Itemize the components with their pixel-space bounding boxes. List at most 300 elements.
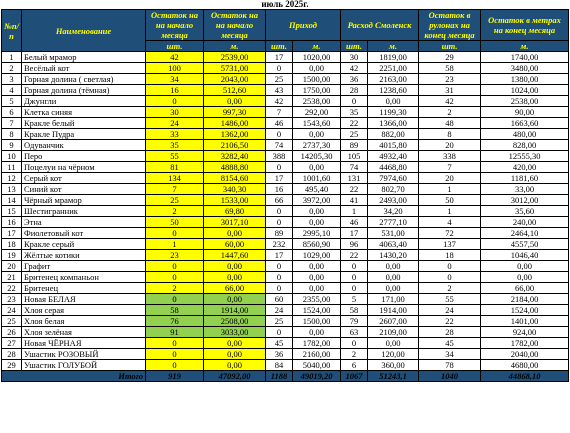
expense-units-cell[interactable]: 0 bbox=[341, 272, 368, 283]
income-meters-cell[interactable]: 1500,00 bbox=[293, 74, 341, 85]
income-meters-cell[interactable]: 1029,00 bbox=[293, 250, 341, 261]
start-meters-cell[interactable]: 340,30 bbox=[204, 184, 266, 195]
income-meters-cell[interactable]: 0,00 bbox=[293, 129, 341, 140]
expense-units-cell[interactable]: 96 bbox=[341, 239, 368, 250]
product-name-cell[interactable]: Серый кот bbox=[22, 173, 146, 184]
end-rolls-cell[interactable]: 58 bbox=[419, 63, 481, 74]
income-units-cell[interactable]: 232 bbox=[266, 239, 293, 250]
totals-cell[interactable]: 1067 bbox=[341, 371, 368, 382]
income-units-cell[interactable]: 0 bbox=[266, 206, 293, 217]
start-meters-cell[interactable]: 0,00 bbox=[204, 349, 266, 360]
income-meters-cell[interactable]: 1001,60 bbox=[293, 173, 341, 184]
subheader-cell[interactable]: шт. bbox=[146, 41, 204, 52]
product-name-cell[interactable]: Поцелуи на чёрном bbox=[22, 162, 146, 173]
expense-units-cell[interactable]: 1 bbox=[341, 206, 368, 217]
start-meters-cell[interactable]: 0,00 bbox=[204, 360, 266, 371]
expense-meters-cell[interactable]: 1430,20 bbox=[368, 250, 419, 261]
end-meters-cell[interactable]: 90,00 bbox=[481, 107, 569, 118]
header-expense[interactable]: Расход Смоленск bbox=[341, 10, 419, 41]
income-meters-cell[interactable]: 495,40 bbox=[293, 184, 341, 195]
end-rolls-cell[interactable]: 1 bbox=[419, 184, 481, 195]
start-units-cell[interactable]: 1 bbox=[146, 239, 204, 250]
end-rolls-cell[interactable]: 22 bbox=[419, 316, 481, 327]
product-name-cell[interactable]: Джунгли bbox=[22, 96, 146, 107]
income-units-cell[interactable]: 45 bbox=[266, 338, 293, 349]
start-units-cell[interactable]: 0 bbox=[146, 338, 204, 349]
product-name-cell[interactable]: Горная долина ( светлая) bbox=[22, 74, 146, 85]
income-meters-cell[interactable]: 1524,00 bbox=[293, 305, 341, 316]
product-name-cell[interactable]: Хлоя серая bbox=[22, 305, 146, 316]
income-meters-cell[interactable]: 2355,00 bbox=[293, 294, 341, 305]
expense-units-cell[interactable]: 2 bbox=[341, 349, 368, 360]
start-meters-cell[interactable]: 0,00 bbox=[204, 96, 266, 107]
expense-meters-cell[interactable]: 171,00 bbox=[368, 294, 419, 305]
expense-units-cell[interactable]: 0 bbox=[341, 283, 368, 294]
end-rolls-cell[interactable]: 20 bbox=[419, 173, 481, 184]
expense-units-cell[interactable]: 35 bbox=[341, 107, 368, 118]
income-meters-cell[interactable]: 0,00 bbox=[293, 272, 341, 283]
income-units-cell[interactable]: 25 bbox=[266, 74, 293, 85]
start-meters-cell[interactable]: 60,00 bbox=[204, 239, 266, 250]
income-units-cell[interactable]: 25 bbox=[266, 316, 293, 327]
end-rolls-cell[interactable]: 78 bbox=[419, 360, 481, 371]
row-number-cell[interactable]: 13 bbox=[2, 184, 22, 195]
start-meters-cell[interactable]: 1486,00 bbox=[204, 118, 266, 129]
product-name-cell[interactable]: Весёлый кот bbox=[22, 63, 146, 74]
income-units-cell[interactable]: 0 bbox=[266, 217, 293, 228]
row-number-cell[interactable]: 26 bbox=[2, 327, 22, 338]
end-rolls-cell[interactable]: 7 bbox=[419, 162, 481, 173]
income-meters-cell[interactable]: 292,00 bbox=[293, 107, 341, 118]
start-units-cell[interactable]: 134 bbox=[146, 173, 204, 184]
end-rolls-cell[interactable]: 50 bbox=[419, 195, 481, 206]
row-number-cell[interactable]: 9 bbox=[2, 140, 22, 151]
start-meters-cell[interactable]: 2539,00 bbox=[204, 52, 266, 63]
income-meters-cell[interactable]: 1750,00 bbox=[293, 85, 341, 96]
end-meters-cell[interactable]: 1181,60 bbox=[481, 173, 569, 184]
product-name-cell[interactable]: Кракле белый bbox=[22, 118, 146, 129]
income-meters-cell[interactable]: 0,00 bbox=[293, 217, 341, 228]
start-meters-cell[interactable]: 1447,60 bbox=[204, 250, 266, 261]
product-name-cell[interactable]: Чёрный мрамор bbox=[22, 195, 146, 206]
end-rolls-cell[interactable]: 18 bbox=[419, 250, 481, 261]
expense-meters-cell[interactable]: 2493,00 bbox=[368, 195, 419, 206]
row-number-cell[interactable]: 18 bbox=[2, 239, 22, 250]
income-units-cell[interactable]: 0 bbox=[266, 327, 293, 338]
income-meters-cell[interactable]: 1020,00 bbox=[293, 52, 341, 63]
expense-units-cell[interactable]: 30 bbox=[341, 52, 368, 63]
product-name-cell[interactable]: Новая БЕЛАЯ bbox=[22, 294, 146, 305]
start-units-cell[interactable]: 0 bbox=[146, 294, 204, 305]
expense-units-cell[interactable]: 0 bbox=[341, 96, 368, 107]
row-number-cell[interactable]: 5 bbox=[2, 96, 22, 107]
end-meters-cell[interactable]: 828,00 bbox=[481, 140, 569, 151]
expense-units-cell[interactable]: 6 bbox=[341, 360, 368, 371]
row-number-cell[interactable]: 4 bbox=[2, 85, 22, 96]
start-meters-cell[interactable]: 512,60 bbox=[204, 85, 266, 96]
header-income[interactable]: Приход bbox=[266, 10, 341, 41]
income-meters-cell[interactable]: 5040,00 bbox=[293, 360, 341, 371]
income-units-cell[interactable]: 388 bbox=[266, 151, 293, 162]
product-name-cell[interactable]: Хлоя зелёная bbox=[22, 327, 146, 338]
start-meters-cell[interactable]: 2508,00 bbox=[204, 316, 266, 327]
start-units-cell[interactable]: 0 bbox=[146, 360, 204, 371]
end-meters-cell[interactable]: 3012,00 bbox=[481, 195, 569, 206]
end-rolls-cell[interactable]: 24 bbox=[419, 305, 481, 316]
totals-cell[interactable]: 51243,1 bbox=[368, 371, 419, 382]
row-number-cell[interactable]: 23 bbox=[2, 294, 22, 305]
subheader-cell[interactable]: шт. bbox=[266, 41, 293, 52]
row-number-cell[interactable]: 12 bbox=[2, 173, 22, 184]
income-units-cell[interactable]: 0 bbox=[266, 63, 293, 74]
start-units-cell[interactable]: 0 bbox=[146, 96, 204, 107]
totals-label[interactable]: Итого bbox=[2, 371, 146, 382]
start-units-cell[interactable]: 35 bbox=[146, 140, 204, 151]
expense-units-cell[interactable]: 0 bbox=[341, 261, 368, 272]
income-meters-cell[interactable]: 2538,00 bbox=[293, 96, 341, 107]
start-units-cell[interactable]: 58 bbox=[146, 305, 204, 316]
expense-meters-cell[interactable]: 120,00 bbox=[368, 349, 419, 360]
expense-meters-cell[interactable]: 1914,00 bbox=[368, 305, 419, 316]
start-units-cell[interactable]: 50 bbox=[146, 217, 204, 228]
income-units-cell[interactable]: 17 bbox=[266, 52, 293, 63]
end-meters-cell[interactable]: 12555,30 bbox=[481, 151, 569, 162]
row-number-cell[interactable]: 15 bbox=[2, 206, 22, 217]
totals-cell[interactable]: 1040 bbox=[419, 371, 481, 382]
expense-units-cell[interactable]: 63 bbox=[341, 327, 368, 338]
row-number-cell[interactable]: 24 bbox=[2, 305, 22, 316]
start-meters-cell[interactable]: 0,00 bbox=[204, 294, 266, 305]
expense-meters-cell[interactable]: 2607,00 bbox=[368, 316, 419, 327]
product-name-cell[interactable]: Фиолетовый кот bbox=[22, 228, 146, 239]
start-meters-cell[interactable]: 0,00 bbox=[204, 261, 266, 272]
start-meters-cell[interactable]: 5731,00 bbox=[204, 63, 266, 74]
income-meters-cell[interactable]: 3972,00 bbox=[293, 195, 341, 206]
income-units-cell[interactable]: 17 bbox=[266, 173, 293, 184]
end-meters-cell[interactable]: 35,60 bbox=[481, 206, 569, 217]
expense-meters-cell[interactable]: 0,00 bbox=[368, 261, 419, 272]
product-name-cell[interactable]: Клетка синяя bbox=[22, 107, 146, 118]
expense-units-cell[interactable]: 22 bbox=[341, 184, 368, 195]
income-meters-cell[interactable]: 2160,00 bbox=[293, 349, 341, 360]
start-meters-cell[interactable]: 69,80 bbox=[204, 206, 266, 217]
income-units-cell[interactable]: 24 bbox=[266, 305, 293, 316]
product-name-cell[interactable]: Новая ЧЁРНАЯ bbox=[22, 338, 146, 349]
expense-meters-cell[interactable]: 360,00 bbox=[368, 360, 419, 371]
start-units-cell[interactable]: 91 bbox=[146, 327, 204, 338]
start-units-cell[interactable]: 7 bbox=[146, 184, 204, 195]
end-meters-cell[interactable]: 3480,00 bbox=[481, 63, 569, 74]
expense-units-cell[interactable]: 74 bbox=[341, 162, 368, 173]
income-units-cell[interactable]: 0 bbox=[266, 129, 293, 140]
product-name-cell[interactable]: Одуванчик bbox=[22, 140, 146, 151]
header-name[interactable]: Наименование bbox=[22, 10, 146, 52]
start-units-cell[interactable]: 0 bbox=[146, 228, 204, 239]
income-units-cell[interactable]: 66 bbox=[266, 195, 293, 206]
expense-units-cell[interactable]: 36 bbox=[341, 74, 368, 85]
start-meters-cell[interactable]: 0,00 bbox=[204, 272, 266, 283]
product-name-cell[interactable]: Кракле Пудра bbox=[22, 129, 146, 140]
end-meters-cell[interactable]: 4680,00 bbox=[481, 360, 569, 371]
end-meters-cell[interactable]: 240,00 bbox=[481, 217, 569, 228]
end-rolls-cell[interactable]: 34 bbox=[419, 349, 481, 360]
end-rolls-cell[interactable]: 28 bbox=[419, 327, 481, 338]
income-units-cell[interactable]: 16 bbox=[266, 184, 293, 195]
row-number-cell[interactable]: 25 bbox=[2, 316, 22, 327]
start-meters-cell[interactable]: 66,00 bbox=[204, 283, 266, 294]
expense-units-cell[interactable]: 105 bbox=[341, 151, 368, 162]
product-name-cell[interactable]: Перо bbox=[22, 151, 146, 162]
expense-meters-cell[interactable]: 802,70 bbox=[368, 184, 419, 195]
end-meters-cell[interactable]: 1024,00 bbox=[481, 85, 569, 96]
end-meters-cell[interactable]: 2538,00 bbox=[481, 96, 569, 107]
income-meters-cell[interactable]: 1782,00 bbox=[293, 338, 341, 349]
totals-cell[interactable]: 47092,00 bbox=[204, 371, 266, 382]
end-rolls-cell[interactable]: 20 bbox=[419, 140, 481, 151]
expense-meters-cell[interactable]: 1819,00 bbox=[368, 52, 419, 63]
start-meters-cell[interactable]: 3282,40 bbox=[204, 151, 266, 162]
row-number-cell[interactable]: 29 bbox=[2, 360, 22, 371]
expense-units-cell[interactable]: 5 bbox=[341, 294, 368, 305]
header-end-meters[interactable]: Остаток в метрах на конец месяца bbox=[481, 10, 569, 41]
end-rolls-cell[interactable]: 2 bbox=[419, 283, 481, 294]
totals-cell[interactable]: 1188 bbox=[266, 371, 293, 382]
start-units-cell[interactable]: 0 bbox=[146, 261, 204, 272]
end-meters-cell[interactable]: 1046,40 bbox=[481, 250, 569, 261]
start-units-cell[interactable]: 25 bbox=[146, 195, 204, 206]
row-number-cell[interactable]: 19 bbox=[2, 250, 22, 261]
expense-units-cell[interactable]: 22 bbox=[341, 118, 368, 129]
start-meters-cell[interactable]: 1914,00 bbox=[204, 305, 266, 316]
product-name-cell[interactable]: Синий кот bbox=[22, 184, 146, 195]
totals-cell[interactable]: 919 bbox=[146, 371, 204, 382]
expense-meters-cell[interactable]: 0,00 bbox=[368, 338, 419, 349]
start-units-cell[interactable]: 30 bbox=[146, 107, 204, 118]
expense-units-cell[interactable]: 79 bbox=[341, 316, 368, 327]
income-units-cell[interactable]: 42 bbox=[266, 96, 293, 107]
expense-meters-cell[interactable]: 2109,00 bbox=[368, 327, 419, 338]
subheader-cell[interactable]: шт. bbox=[341, 41, 368, 52]
income-units-cell[interactable]: 0 bbox=[266, 261, 293, 272]
start-units-cell[interactable]: 42 bbox=[146, 52, 204, 63]
expense-units-cell[interactable]: 89 bbox=[341, 140, 368, 151]
expense-meters-cell[interactable]: 2251,00 bbox=[368, 63, 419, 74]
end-meters-cell[interactable]: 924,00 bbox=[481, 327, 569, 338]
income-units-cell[interactable]: 60 bbox=[266, 294, 293, 305]
totals-cell[interactable]: 44868,10 bbox=[481, 371, 569, 382]
totals-cell[interactable]: 49019,20 bbox=[293, 371, 341, 382]
row-number-cell[interactable]: 28 bbox=[2, 349, 22, 360]
income-units-cell[interactable]: 0 bbox=[266, 162, 293, 173]
expense-meters-cell[interactable]: 4468,80 bbox=[368, 162, 419, 173]
row-number-cell[interactable]: 7 bbox=[2, 118, 22, 129]
start-units-cell[interactable]: 23 bbox=[146, 250, 204, 261]
row-number-cell[interactable]: 2 bbox=[2, 63, 22, 74]
expense-units-cell[interactable]: 41 bbox=[341, 195, 368, 206]
income-meters-cell[interactable]: 0,00 bbox=[293, 261, 341, 272]
end-rolls-cell[interactable]: 4 bbox=[419, 217, 481, 228]
start-units-cell[interactable]: 2 bbox=[146, 283, 204, 294]
end-meters-cell[interactable]: 1782,00 bbox=[481, 338, 569, 349]
header-start-meters[interactable]: Остаток на на начало месяца bbox=[204, 10, 266, 41]
start-units-cell[interactable]: 81 bbox=[146, 162, 204, 173]
header-start-units[interactable]: Остаток на на начало месяца bbox=[146, 10, 204, 41]
expense-meters-cell[interactable]: 1199,30 bbox=[368, 107, 419, 118]
income-units-cell[interactable]: 17 bbox=[266, 250, 293, 261]
end-meters-cell[interactable]: 0,00 bbox=[481, 261, 569, 272]
end-meters-cell[interactable]: 0,00 bbox=[481, 272, 569, 283]
income-meters-cell[interactable]: 8560,90 bbox=[293, 239, 341, 250]
income-units-cell[interactable]: 36 bbox=[266, 349, 293, 360]
end-meters-cell[interactable]: 33,00 bbox=[481, 184, 569, 195]
start-meters-cell[interactable]: 2043,00 bbox=[204, 74, 266, 85]
start-units-cell[interactable]: 16 bbox=[146, 85, 204, 96]
end-rolls-cell[interactable]: 8 bbox=[419, 129, 481, 140]
expense-units-cell[interactable]: 46 bbox=[341, 217, 368, 228]
end-meters-cell[interactable]: 420,00 bbox=[481, 162, 569, 173]
expense-meters-cell[interactable]: 2163,00 bbox=[368, 74, 419, 85]
end-rolls-cell[interactable]: 1 bbox=[419, 206, 481, 217]
end-meters-cell[interactable]: 480,00 bbox=[481, 129, 569, 140]
end-rolls-cell[interactable]: 45 bbox=[419, 338, 481, 349]
product-name-cell[interactable]: Жёлтые котики bbox=[22, 250, 146, 261]
start-meters-cell[interactable]: 4888,80 bbox=[204, 162, 266, 173]
end-meters-cell[interactable]: 2464,10 bbox=[481, 228, 569, 239]
expense-meters-cell[interactable]: 1238,60 bbox=[368, 85, 419, 96]
start-units-cell[interactable]: 0 bbox=[146, 272, 204, 283]
end-rolls-cell[interactable]: 137 bbox=[419, 239, 481, 250]
expense-meters-cell[interactable]: 4015,80 bbox=[368, 140, 419, 151]
expense-meters-cell[interactable]: 2777,10 bbox=[368, 217, 419, 228]
end-rolls-cell[interactable]: 23 bbox=[419, 74, 481, 85]
expense-units-cell[interactable]: 22 bbox=[341, 250, 368, 261]
expense-meters-cell[interactable]: 0,00 bbox=[368, 96, 419, 107]
income-units-cell[interactable]: 84 bbox=[266, 360, 293, 371]
product-name-cell[interactable]: Ушастик РОЗОВЫЙ bbox=[22, 349, 146, 360]
expense-units-cell[interactable]: 25 bbox=[341, 129, 368, 140]
end-meters-cell[interactable]: 1524,00 bbox=[481, 305, 569, 316]
start-units-cell[interactable]: 100 bbox=[146, 63, 204, 74]
expense-meters-cell[interactable]: 4063,40 bbox=[368, 239, 419, 250]
product-name-cell[interactable]: Горная долина (тёмная) bbox=[22, 85, 146, 96]
product-name-cell[interactable]: Ушастик ГОЛУБОЙ bbox=[22, 360, 146, 371]
end-meters-cell[interactable]: 4557,50 bbox=[481, 239, 569, 250]
income-meters-cell[interactable]: 2995,10 bbox=[293, 228, 341, 239]
end-rolls-cell[interactable]: 48 bbox=[419, 118, 481, 129]
income-units-cell[interactable]: 74 bbox=[266, 140, 293, 151]
row-number-cell[interactable]: 20 bbox=[2, 261, 22, 272]
income-meters-cell[interactable]: 2737,30 bbox=[293, 140, 341, 151]
income-units-cell[interactable]: 89 bbox=[266, 228, 293, 239]
end-meters-cell[interactable]: 1380,00 bbox=[481, 74, 569, 85]
row-number-cell[interactable]: 3 bbox=[2, 74, 22, 85]
end-rolls-cell[interactable]: 72 bbox=[419, 228, 481, 239]
subheader-cell[interactable]: м. bbox=[368, 41, 419, 52]
row-number-cell[interactable]: 21 bbox=[2, 272, 22, 283]
income-units-cell[interactable]: 7 bbox=[266, 107, 293, 118]
start-meters-cell[interactable]: 0,00 bbox=[204, 338, 266, 349]
start-meters-cell[interactable]: 0,00 bbox=[204, 228, 266, 239]
expense-meters-cell[interactable]: 34,20 bbox=[368, 206, 419, 217]
income-units-cell[interactable]: 46 bbox=[266, 118, 293, 129]
expense-meters-cell[interactable]: 7974,60 bbox=[368, 173, 419, 184]
income-units-cell[interactable]: 43 bbox=[266, 85, 293, 96]
start-units-cell[interactable]: 0 bbox=[146, 349, 204, 360]
income-units-cell[interactable]: 0 bbox=[266, 283, 293, 294]
product-name-cell[interactable]: Этна bbox=[22, 217, 146, 228]
header-num[interactable]: №п/п bbox=[2, 10, 22, 52]
income-meters-cell[interactable]: 1500,00 bbox=[293, 316, 341, 327]
start-meters-cell[interactable]: 1362,00 bbox=[204, 129, 266, 140]
income-meters-cell[interactable]: 0,00 bbox=[293, 327, 341, 338]
income-units-cell[interactable]: 0 bbox=[266, 272, 293, 283]
row-number-cell[interactable]: 14 bbox=[2, 195, 22, 206]
end-rolls-cell[interactable]: 0 bbox=[419, 272, 481, 283]
expense-units-cell[interactable]: 42 bbox=[341, 63, 368, 74]
row-number-cell[interactable]: 16 bbox=[2, 217, 22, 228]
income-meters-cell[interactable]: 0,00 bbox=[293, 283, 341, 294]
end-meters-cell[interactable]: 2040,00 bbox=[481, 349, 569, 360]
expense-units-cell[interactable]: 58 bbox=[341, 305, 368, 316]
product-name-cell[interactable]: Кракле серый bbox=[22, 239, 146, 250]
start-units-cell[interactable]: 2 bbox=[146, 206, 204, 217]
header-end-rolls[interactable]: Остаток в рулонах на конец месяца bbox=[419, 10, 481, 41]
expense-units-cell[interactable]: 28 bbox=[341, 85, 368, 96]
row-number-cell[interactable]: 6 bbox=[2, 107, 22, 118]
expense-meters-cell[interactable]: 0,00 bbox=[368, 272, 419, 283]
end-rolls-cell[interactable]: 338 bbox=[419, 151, 481, 162]
end-meters-cell[interactable]: 66,00 bbox=[481, 283, 569, 294]
expense-units-cell[interactable]: 17 bbox=[341, 228, 368, 239]
end-meters-cell[interactable]: 1740,00 bbox=[481, 52, 569, 63]
end-meters-cell[interactable]: 1663,60 bbox=[481, 118, 569, 129]
expense-meters-cell[interactable]: 0,00 bbox=[368, 283, 419, 294]
product-name-cell[interactable]: Бритенец bbox=[22, 283, 146, 294]
start-meters-cell[interactable]: 1533,00 bbox=[204, 195, 266, 206]
row-number-cell[interactable]: 17 bbox=[2, 228, 22, 239]
product-name-cell[interactable]: Белый мрамор bbox=[22, 52, 146, 63]
expense-meters-cell[interactable]: 882,00 bbox=[368, 129, 419, 140]
expense-meters-cell[interactable]: 4932,40 bbox=[368, 151, 419, 162]
start-meters-cell[interactable]: 8154,60 bbox=[204, 173, 266, 184]
row-number-cell[interactable]: 10 bbox=[2, 151, 22, 162]
row-number-cell[interactable]: 27 bbox=[2, 338, 22, 349]
row-number-cell[interactable]: 22 bbox=[2, 283, 22, 294]
end-meters-cell[interactable]: 1401,00 bbox=[481, 316, 569, 327]
income-meters-cell[interactable]: 0,00 bbox=[293, 63, 341, 74]
end-meters-cell[interactable]: 2184,00 bbox=[481, 294, 569, 305]
start-units-cell[interactable]: 33 bbox=[146, 129, 204, 140]
subheader-cell[interactable]: м. bbox=[204, 41, 266, 52]
product-name-cell[interactable]: Бритенец компаньон bbox=[22, 272, 146, 283]
income-meters-cell[interactable]: 1543,60 bbox=[293, 118, 341, 129]
start-meters-cell[interactable]: 3017,10 bbox=[204, 217, 266, 228]
product-name-cell[interactable]: Графит bbox=[22, 261, 146, 272]
product-name-cell[interactable]: Шестигранник bbox=[22, 206, 146, 217]
start-units-cell[interactable]: 34 bbox=[146, 74, 204, 85]
subheader-cell[interactable]: шт. bbox=[419, 41, 481, 52]
start-meters-cell[interactable]: 997,30 bbox=[204, 107, 266, 118]
start-meters-cell[interactable]: 2106,50 bbox=[204, 140, 266, 151]
row-number-cell[interactable]: 8 bbox=[2, 129, 22, 140]
row-number-cell[interactable]: 11 bbox=[2, 162, 22, 173]
expense-meters-cell[interactable]: 1366,00 bbox=[368, 118, 419, 129]
end-rolls-cell[interactable]: 31 bbox=[419, 85, 481, 96]
subheader-cell[interactable]: м. bbox=[481, 41, 569, 52]
end-rolls-cell[interactable]: 55 bbox=[419, 294, 481, 305]
subheader-cell[interactable]: м. bbox=[293, 41, 341, 52]
income-meters-cell[interactable]: 0,00 bbox=[293, 206, 341, 217]
